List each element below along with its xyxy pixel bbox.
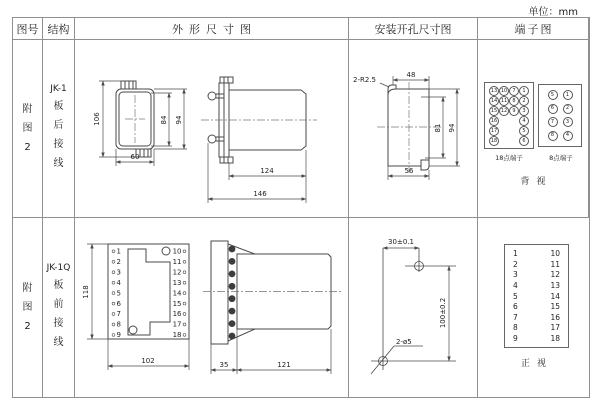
- row2-structure-cell: [43, 218, 75, 397]
- jk1-install-drawing: [349, 40, 477, 218]
- terminal-point-11: 11: [499, 96, 509, 106]
- header-figure-no-label: 图号: [16, 22, 39, 36]
- header-outline: [75, 18, 349, 40]
- terminal-point-empty: [500, 136, 508, 144]
- terminal-number-2: 2: [513, 259, 518, 269]
- header-structure: [43, 18, 75, 40]
- fv-term-17: 17: [172, 320, 182, 329]
- terminal-point-8: 8: [548, 131, 558, 141]
- row2-figure-no: 附图2: [22, 283, 33, 332]
- terminal-number-15: 15: [550, 302, 560, 312]
- header-terminal-label: 端子图: [514, 22, 554, 36]
- row2-outline-cell: [75, 218, 349, 397]
- terminal-point-14: 14: [489, 96, 499, 106]
- terminal-number-3: 3: [513, 270, 518, 280]
- terminal-point-empty: [510, 116, 518, 124]
- dim-56-label: 56: [404, 167, 414, 175]
- terminal-point-empty: [510, 136, 518, 144]
- terminal-point-8: 8: [509, 96, 519, 106]
- terminal-number-7: 7: [513, 312, 518, 322]
- dim-81-label: 81: [434, 123, 442, 133]
- terminal-point-5: 5: [548, 90, 558, 100]
- terminal-point-1: 1: [519, 86, 529, 96]
- terminal-number-11: 11: [550, 259, 560, 269]
- jk1-outline-drawing: [75, 40, 349, 218]
- fv-term-9: 9: [116, 331, 121, 340]
- terminal-number-5: 5: [513, 291, 518, 301]
- terminal-number-9: 9: [513, 334, 518, 343]
- fv-term-10: 10: [172, 247, 182, 256]
- row1-wiring: 板后接线: [53, 101, 64, 169]
- terminal-point-empty: [500, 126, 508, 134]
- terminal-col-left: [513, 249, 518, 343]
- row2-figure-no-cell: [13, 218, 43, 397]
- jk1q-outline-drawing: [75, 218, 349, 396]
- dim-102-label: 102: [141, 357, 155, 365]
- header-structure-label: 结构: [47, 22, 70, 36]
- row2-install-cell: [349, 218, 478, 397]
- fv-term-15: 15: [172, 299, 182, 308]
- dim-146-label: 146: [253, 190, 267, 198]
- spec-table: [12, 17, 590, 398]
- terminal-point-4: 4: [563, 131, 573, 141]
- fv-term-11: 11: [172, 258, 182, 266]
- terminal-number-8: 8: [513, 323, 518, 333]
- terminal-point-15: 15: [489, 106, 499, 116]
- dim-60-label: 60: [130, 153, 140, 161]
- dim-106-label: 106: [93, 112, 101, 126]
- terminal-8-label: 8点端子: [549, 154, 573, 162]
- dim-35-label: 35: [219, 361, 229, 369]
- terminal-box-front: [504, 244, 569, 348]
- terminal-number-17: 17: [550, 323, 560, 333]
- dim-84-label: 84: [160, 115, 168, 125]
- terminal-point-9: 9: [509, 106, 519, 116]
- terminal-number-14: 14: [550, 291, 560, 301]
- header-install-label: 安装开孔尺寸图: [374, 22, 452, 36]
- terminal-point-empty: [500, 116, 508, 124]
- terminal-point-12: 12: [499, 106, 509, 116]
- row2-wiring: 板前接线: [53, 280, 64, 348]
- row1-terminal-cell: [478, 40, 589, 218]
- unit-label: 单位：mm: [528, 7, 578, 18]
- radius-note-label: 2-R2.5: [353, 76, 376, 84]
- terminal-number-4: 4: [513, 280, 518, 290]
- row2-model: JK-1Q: [46, 263, 71, 273]
- dim-118-label: 118: [82, 285, 90, 299]
- dim-94-label: 94: [175, 115, 183, 125]
- row1-figure-no: 附图2: [22, 104, 33, 153]
- terminal-number-1: 1: [513, 249, 518, 258]
- fv-term-12: 12: [172, 268, 182, 277]
- terminal-point-3: 3: [519, 106, 529, 116]
- terminal-number-6: 6: [513, 302, 518, 312]
- terminal-grid-8: [539, 85, 581, 146]
- terminal-number-13: 13: [550, 280, 560, 290]
- terminal-number-18: 18: [550, 334, 560, 343]
- dim-30-label: 30±0.1: [388, 238, 414, 246]
- holes-note-label: 2-ø5: [396, 338, 412, 346]
- terminal-point-18: 18: [489, 136, 499, 146]
- terminal-point-4: 4: [519, 116, 529, 126]
- terminal-point-17: 17: [489, 126, 499, 136]
- terminal-point-7: 7: [509, 86, 519, 96]
- terminal-box-18: [484, 82, 534, 149]
- fv-term-18: 18: [172, 331, 182, 340]
- fv-term-6: 6: [116, 299, 121, 308]
- terminal-point-2: 2: [519, 96, 529, 106]
- terminal-point-16: 16: [489, 116, 499, 126]
- terminal-point-3: 3: [563, 117, 573, 127]
- terminal-point-13: 13: [489, 86, 499, 96]
- dim-48-label: 48: [406, 71, 416, 79]
- fv-term-8: 8: [116, 320, 121, 329]
- row1-outline-cell: [75, 40, 349, 218]
- front-view-label: 正视: [520, 359, 553, 369]
- header-terminal: [478, 18, 589, 40]
- dim-121-label: 121: [277, 361, 291, 369]
- terminal-point-2: 2: [563, 104, 573, 114]
- fv-term-14: 14: [172, 289, 182, 298]
- terminal-point-5: 5: [519, 126, 529, 136]
- fv-term-3: 3: [116, 268, 121, 277]
- header-install: [349, 18, 478, 40]
- terminal-number-16: 16: [550, 312, 560, 322]
- dim-124-label: 124: [260, 167, 274, 175]
- header-figure-no: [13, 18, 43, 40]
- terminal-point-1: 1: [563, 90, 573, 100]
- jk1q-install-drawing: [349, 218, 477, 397]
- fv-term-1: 1: [116, 247, 121, 256]
- terminal-point-7: 7: [548, 117, 558, 127]
- terminal-box-8: [538, 84, 582, 147]
- header-outline-label: 外形尺寸图: [172, 22, 257, 36]
- fv-term-13: 13: [172, 278, 182, 287]
- row1-model: JK-1: [50, 84, 67, 94]
- terminal-point-6: 6: [548, 104, 558, 114]
- terminal-number-10: 10: [550, 249, 560, 258]
- fv-term-7: 7: [116, 310, 121, 319]
- row1-figure-no-cell: [13, 40, 43, 218]
- fv-term-16: 16: [172, 310, 182, 319]
- row1-install-cell: [349, 40, 478, 218]
- dim-94b-label: 94: [448, 123, 456, 133]
- terminal-point-empty: [510, 126, 518, 134]
- terminal-point-6: 6: [519, 136, 529, 146]
- dim-100-label: 100±0.2: [439, 297, 447, 329]
- fv-term-5: 5: [116, 289, 121, 298]
- terminal-18-label: 18点端子: [495, 154, 523, 162]
- fv-term-4: 4: [116, 278, 121, 287]
- row2-terminal-cell: [478, 218, 589, 397]
- rear-view-label: 背视: [520, 177, 553, 187]
- fv-term-2: 2: [116, 258, 121, 266]
- terminal-grid-18: [485, 83, 533, 148]
- terminal-number-12: 12: [550, 270, 560, 280]
- terminal-col-right: [550, 249, 560, 343]
- row1-structure-cell: [43, 40, 75, 218]
- terminal-point-10: 10: [499, 86, 509, 96]
